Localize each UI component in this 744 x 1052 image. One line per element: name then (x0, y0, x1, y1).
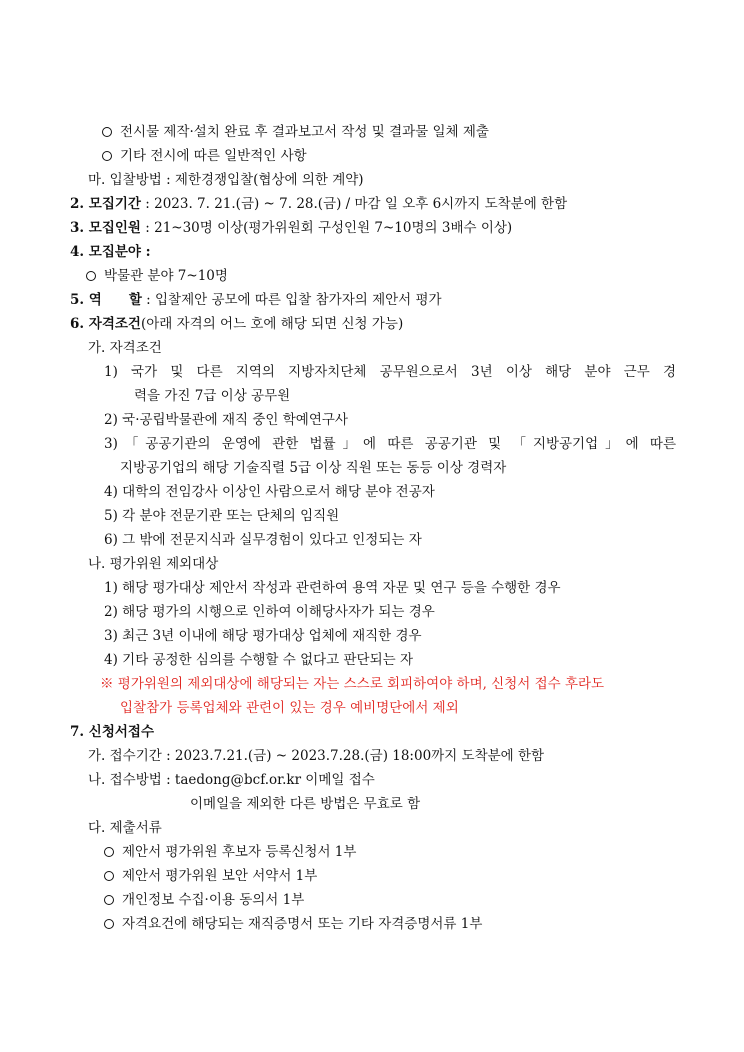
section-text: : 2023. 7. 21.(금) ~ 7. 28.(금) / 마감 일 오후 6시까지 도착분에 한함 (140, 196, 568, 212)
section-heading: 2. 모집기간 (70, 196, 141, 212)
qualification-item-cont: 력을 가진 7급 이상 공무원 (134, 388, 291, 404)
section-heading: 6. 자격조건 (70, 316, 141, 332)
bullet-item: 박물관 분야 7~10명 (86, 266, 228, 286)
sub-heading-ga: 가. 자격조건 (88, 340, 162, 356)
section-2 (70, 194, 567, 214)
sub-item-ma: 마. 입찰방법 : 제한경쟁입찰(협상에 의한 계약) (88, 172, 364, 188)
exclusion-item: 4) 기타 공정한 심의를 수행할 수 없다고 판단되는 자 (104, 652, 414, 668)
document-item: 제안서 평가위원 후보자 등록신청서 1부 (104, 842, 356, 862)
submission-method-note: 이메일을 제외한 다른 방법은 무효로 함 (190, 796, 421, 812)
document-item: 자격요건에 해당되는 재직증명서 또는 기타 자격증명서류 1부 (104, 914, 482, 934)
qualification-item: 4) 대학의 전임강사 이상인 사람으로서 해당 분야 전공자 (104, 484, 435, 500)
section-heading: 5. 역 할 (70, 292, 142, 308)
bullet-item: 전시물 제작·설치 완료 후 결과보고서 작성 및 결과물 일체 제출 (102, 122, 489, 142)
section-text: : 입찰제안 공모에 따른 입찰 참가자의 제안서 평가 (141, 292, 442, 308)
submission-period: 가. 접수기간 : 2023.7.21.(금) ~ 2023.7.28.(금) 18:00까지 도착분에 한함 (88, 748, 545, 764)
section-heading: 3. 모집인원 (70, 220, 141, 236)
section-7-heading: 7. 신청서접수 (70, 724, 154, 740)
section-4-heading: 4. 모집분야 : (70, 244, 151, 260)
qualification-item-cont: 지방공기업의 해당 기술직렬 5급 이상 직원 또는 동등 이상 경력자 (120, 460, 507, 476)
qualification-item: 3)「공공기관의 운영에 관한 법률」에 따른 공공기관 및 「지방공기업」에 따른 (104, 436, 676, 452)
exclusion-item: 1) 해당 평가대상 제안서 작성과 관련하여 용역 자문 및 연구 등을 수행한 경우 (104, 580, 561, 596)
submission-method: 나. 접수방법 : taedong@bcf.or.kr 이메일 접수 (88, 772, 375, 788)
qualification-item: 6) 그 밖에 전문지식과 실무경험이 있다고 인정되는 자 (104, 532, 422, 548)
warning-note: ※ 평가위원의 제외대상에 해당되는 자는 스스로 회피하여야 하며, 신청서 접수 후라도 (100, 676, 605, 692)
qualification-item: 1) 국가 및 다른 지역의 지방자치단체 공무원으로서 3년 이상 해당 분야 근무 경 (104, 364, 676, 380)
section-3 (70, 218, 512, 238)
section-text: : 21~30명 이상(평가위원회 구성인원 7~10명의 3배수 이상) (140, 220, 513, 236)
bullet-item: 기타 전시에 따른 일반적인 사항 (102, 146, 307, 166)
warning-note-cont: 입찰참가 등록업체와 관련이 있는 경우 예비명단에서 제외 (120, 700, 459, 716)
document-item: 개인정보 수집·이용 동의서 1부 (104, 890, 304, 910)
exclusion-item: 3) 최근 3년 이내에 해당 평가대상 업체에 재직한 경우 (104, 628, 422, 644)
qualification-item: 5) 각 분야 전문기관 또는 단체의 임직원 (104, 508, 340, 524)
exclusion-item: 2) 해당 평가의 시행으로 인하여 이해당사자가 되는 경우 (104, 604, 435, 620)
sub-heading-da: 다. 제출서류 (88, 820, 162, 836)
section-6 (70, 314, 403, 334)
qualification-item: 2) 국·공립박물관에 재직 중인 학예연구사 (104, 412, 348, 428)
sub-heading-na: 나. 평가위원 제외대상 (88, 556, 219, 572)
section-5 (70, 290, 442, 310)
section-text: (아래 자격의 어느 호에 해당 되면 신청 가능) (140, 316, 404, 332)
document-item: 제안서 평가위원 보안 서약서 1부 (104, 866, 317, 886)
